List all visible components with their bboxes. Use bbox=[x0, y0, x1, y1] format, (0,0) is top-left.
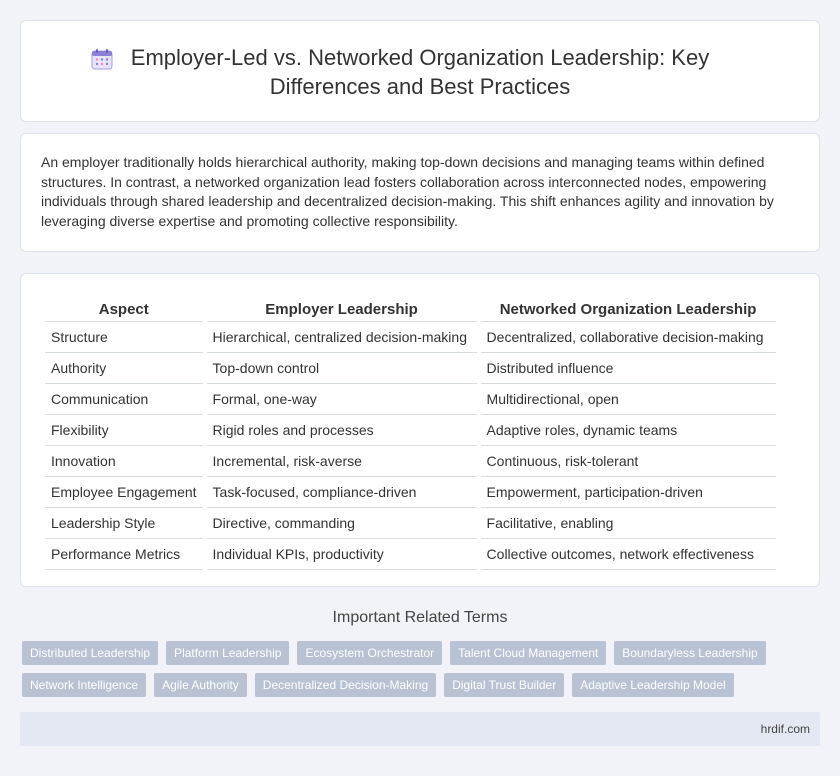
table-cell: Leadership Style bbox=[45, 508, 203, 539]
table-cell: Hierarchical, centralized decision-making bbox=[207, 322, 477, 353]
table-cell: Innovation bbox=[45, 446, 203, 477]
table-header-row bbox=[45, 294, 776, 322]
table-cell: Communication bbox=[45, 384, 203, 415]
table-row bbox=[45, 539, 776, 570]
header-card bbox=[20, 20, 820, 122]
related-terms-list bbox=[22, 641, 782, 705]
table-cell: Individual KPIs, productivity bbox=[207, 539, 477, 570]
table-cell: Authority bbox=[45, 353, 203, 384]
table-cell: Task-focused, compliance-driven bbox=[207, 477, 477, 508]
table-row bbox=[45, 477, 776, 508]
column-header: Employer Leadership bbox=[207, 294, 477, 322]
table-cell: Top-down control bbox=[207, 353, 477, 384]
intro-card bbox=[20, 133, 820, 252]
table-cell: Empowerment, participation-driven bbox=[481, 477, 776, 508]
table-row bbox=[45, 353, 776, 384]
table-row bbox=[45, 384, 776, 415]
table-cell: Formal, one-way bbox=[207, 384, 477, 415]
table-row bbox=[45, 508, 776, 539]
table-row bbox=[45, 446, 776, 477]
table-cell: Rigid roles and processes bbox=[207, 415, 477, 446]
table-cell: Continuous, risk-tolerant bbox=[481, 446, 776, 477]
related-term-tag[interactable]: Decentralized Decision-Making bbox=[255, 673, 436, 697]
related-term-tag[interactable]: Digital Trust Builder bbox=[444, 673, 564, 697]
footer bbox=[20, 712, 820, 746]
table-cell: Multidirectional, open bbox=[481, 384, 776, 415]
table-row bbox=[45, 415, 776, 446]
table-cell: Performance Metrics bbox=[45, 539, 203, 570]
column-header: Aspect bbox=[45, 294, 203, 322]
table-cell: Collective outcomes, network effectiveness bbox=[481, 539, 776, 570]
table-cell: Adaptive roles, dynamic teams bbox=[481, 415, 776, 446]
page-title: Employer-Led vs. Networked Organization Leadership: Key Differences and Best Practices bbox=[130, 45, 710, 99]
related-terms-title: Important Related Terms bbox=[332, 609, 508, 626]
related-term-tag[interactable]: Agile Authority bbox=[154, 673, 247, 697]
table-cell: Employee Engagement bbox=[45, 477, 203, 508]
related-term-tag[interactable]: Talent Cloud Management bbox=[450, 641, 606, 665]
column-header: Networked Organization Leadership bbox=[481, 294, 776, 322]
site-name[interactable]: hrdif.com bbox=[760, 722, 810, 736]
table-cell: Decentralized, collaborative decision-making bbox=[481, 322, 776, 353]
table-cell: Directive, commanding bbox=[207, 508, 477, 539]
table-cell: Flexibility bbox=[45, 415, 203, 446]
table-cell: Distributed influence bbox=[481, 353, 776, 384]
table-row bbox=[45, 322, 776, 353]
table-cell: Incremental, risk-averse bbox=[207, 446, 477, 477]
related-term-tag[interactable]: Boundaryless Leadership bbox=[614, 641, 765, 665]
related-term-tag[interactable]: Platform Leadership bbox=[166, 641, 289, 665]
related-term-tag[interactable]: Distributed Leadership bbox=[22, 641, 158, 665]
table-cell: Structure bbox=[45, 322, 203, 353]
related-term-tag[interactable]: Ecosystem Orchestrator bbox=[297, 641, 442, 665]
related-term-tag[interactable]: Adaptive Leadership Model bbox=[572, 673, 733, 697]
comparison-table bbox=[41, 294, 780, 570]
related-term-tag[interactable]: Network Intelligence bbox=[22, 673, 146, 697]
table-cell: Facilitative, enabling bbox=[481, 508, 776, 539]
intro-text: An employer traditionally holds hierarchical authority, making top-down decisions and managing teams within defined structures. In contrast, a networked organization lead fosters collaboration across interconnected nodes, empowering individuals through shared leadership and decentralized decision-making. This shift enhances agility and innovation by leveraging diverse expertise and promoting collective responsibility. bbox=[41, 154, 774, 229]
comparison-table-card bbox=[20, 273, 820, 587]
